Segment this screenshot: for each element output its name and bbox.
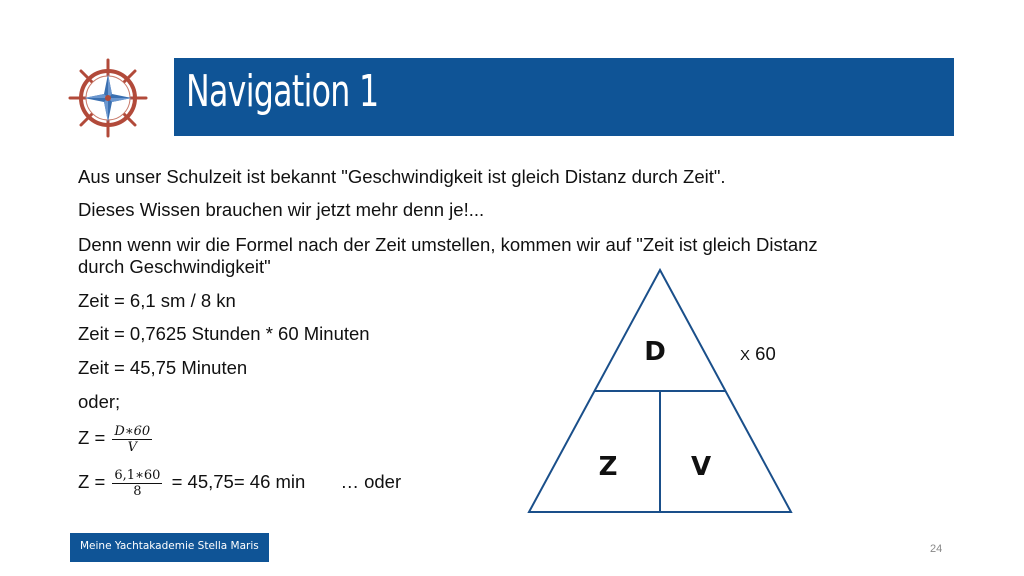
text-line-2: Dieses Wissen brauchen wir jetzt mehr denn je!... (78, 199, 485, 220)
title-bar (174, 58, 954, 136)
dzv-triangle (520, 262, 800, 518)
page-number: 24 (930, 543, 943, 555)
ship-wheel-compass-icon (66, 58, 150, 138)
formula-2-numerator: 6,1∗60 (114, 467, 161, 483)
page-title: Navigation 1 (186, 66, 379, 117)
formula-2-suffix: … oder (340, 471, 402, 492)
formula-2-prefix: Z = (78, 471, 106, 492)
triangle-label-v: V (690, 452, 712, 482)
multiplier-x: X (740, 347, 751, 364)
multiplier-value: 60 (755, 343, 776, 364)
text-line-1: Aus unser Schulzeit ist bekannt "Geschwindigkeit ist gleich Distanz durch Zeit". (78, 166, 726, 187)
formula-2-result: = 45,75= 46 min (171, 471, 306, 492)
multiplier-label (740, 343, 776, 365)
text-line-5: Zeit = 6,1 sm / 8 kn (78, 290, 236, 311)
formula-2-fraction (112, 468, 162, 499)
formula-1 (78, 421, 152, 455)
formula-1-fraction (112, 424, 152, 455)
text-line-6: Zeit = 0,7625 Stunden * 60 Minuten (78, 323, 370, 344)
formula-1-denominator: V (127, 439, 137, 455)
text-line-8: oder; (78, 391, 121, 412)
triangle-label-d: D (644, 337, 666, 367)
text-line-3: Denn wenn wir die Formel nach der Zeit umstellen, kommen wir auf "Zeit ist gleich Distanz (78, 234, 818, 255)
formula-2-denominator: 8 (133, 483, 142, 499)
footer-text: Meine Yachtakademie Stella Maris (80, 540, 259, 552)
text-line-7: Zeit = 45,75 Minuten (78, 357, 248, 378)
footer-badge (70, 533, 269, 562)
formula-1-numerator: D∗60 (114, 423, 151, 439)
text-line-4: durch Geschwindigkeit" (78, 256, 271, 277)
formula-2 (78, 465, 401, 499)
triangle-label-z: Z (598, 452, 618, 482)
formula-1-prefix: Z = (78, 427, 106, 448)
